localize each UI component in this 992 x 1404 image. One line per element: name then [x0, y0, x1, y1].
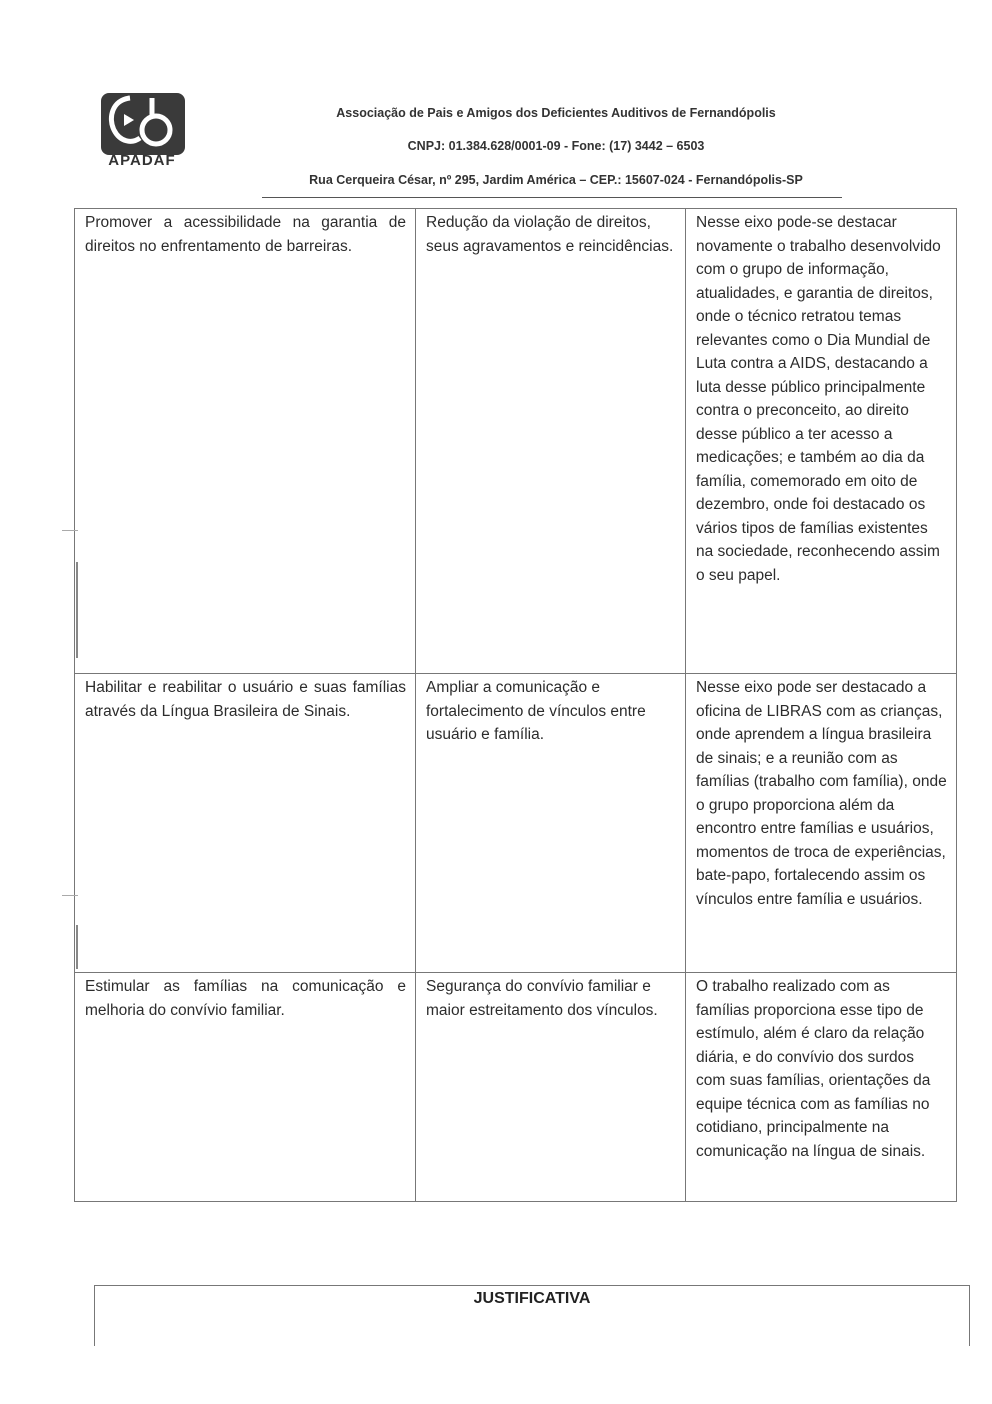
- table-row: [75, 209, 957, 674]
- scan-mark: [76, 925, 78, 969]
- ear-logo-icon: [100, 92, 186, 156]
- result-cell: Segurança do convívio familiar e maior estreitamento dos vínculos.: [416, 973, 686, 1202]
- organization-name: Associação de Pais e Amigos dos Deficientes Auditivos de Fernandópolis: [336, 106, 776, 120]
- logo-text: APADAF: [108, 152, 176, 169]
- scan-mark: [62, 895, 78, 896]
- table-row: [75, 973, 957, 1202]
- result-cell: Redução da violação de direitos, seus agravamentos e reincidências.: [416, 209, 686, 674]
- address: Rua Cerqueira César, nº 295, Jardim América – CEP.: 15607-024 - Fernandópolis-SP: [309, 173, 803, 187]
- scan-mark: [76, 562, 78, 658]
- scan-mark: [62, 530, 78, 531]
- justification-section: [94, 1285, 970, 1346]
- description-cell: O trabalho realizado com as famílias proporciona esse tipo de estímulo, além é claro da relação diária, e do convívio dos surdos com suas famílias, orientações da equipe técnica com as famílias no cotidiano, principalmente na comunicação na língua de sinais.: [686, 973, 957, 1202]
- header-rule: [262, 197, 842, 198]
- apadaf-logo: [96, 90, 188, 174]
- cnpj-phone: CNPJ: 01.384.628/0001-09 - Fone: (17) 3442 – 6503: [407, 139, 705, 153]
- objective-cell: Promover a acessibilidade na garantia de direitos no enfrentamento de barreiras.: [75, 209, 416, 674]
- objective-cell: Estimular as famílias na comunicação e melhoria do convívio familiar.: [75, 973, 416, 1202]
- description-cell: Nesse eixo pode ser destacado a oficina de LIBRAS com as crianças, onde aprendem a língua brasileira de sinais; e a reunião com as famílias (trabalho com família), onde o grupo proporciona além da encontro entre famílias e usuários, momentos de troca de experiências, bate-papo, fortalecendo assim os vínculos entre família e usuários.: [686, 674, 957, 973]
- result-cell: Ampliar a comunicação e fortalecimento de vínculos entre usuário e família.: [416, 674, 686, 973]
- objective-cell: Habilitar e reabilitar o usuário e suas famílias através da Língua Brasileira de Sinais.: [75, 674, 416, 973]
- objectives-table: [74, 208, 957, 1202]
- table-row: [75, 674, 957, 973]
- justification-title: JUSTIFICATIVA: [473, 1290, 591, 1307]
- description-cell: Nesse eixo pode-se destacar novamente o trabalho desenvolvido com o grupo de informação, atualidades, e garantia de direitos, onde o técnico retratou temas relevantes como o Dia Mundial de Luta contra a AIDS, destacando a luta desse público principalmente contra o preconceito, ao direito desse público a ter acesso a medicações; e também ao dia da família, comemorado em oito de dezembro, onde foi destacado os vários tipos de famílias existentes na sociedade, reconhecendo assim o seu papel.: [686, 209, 957, 674]
